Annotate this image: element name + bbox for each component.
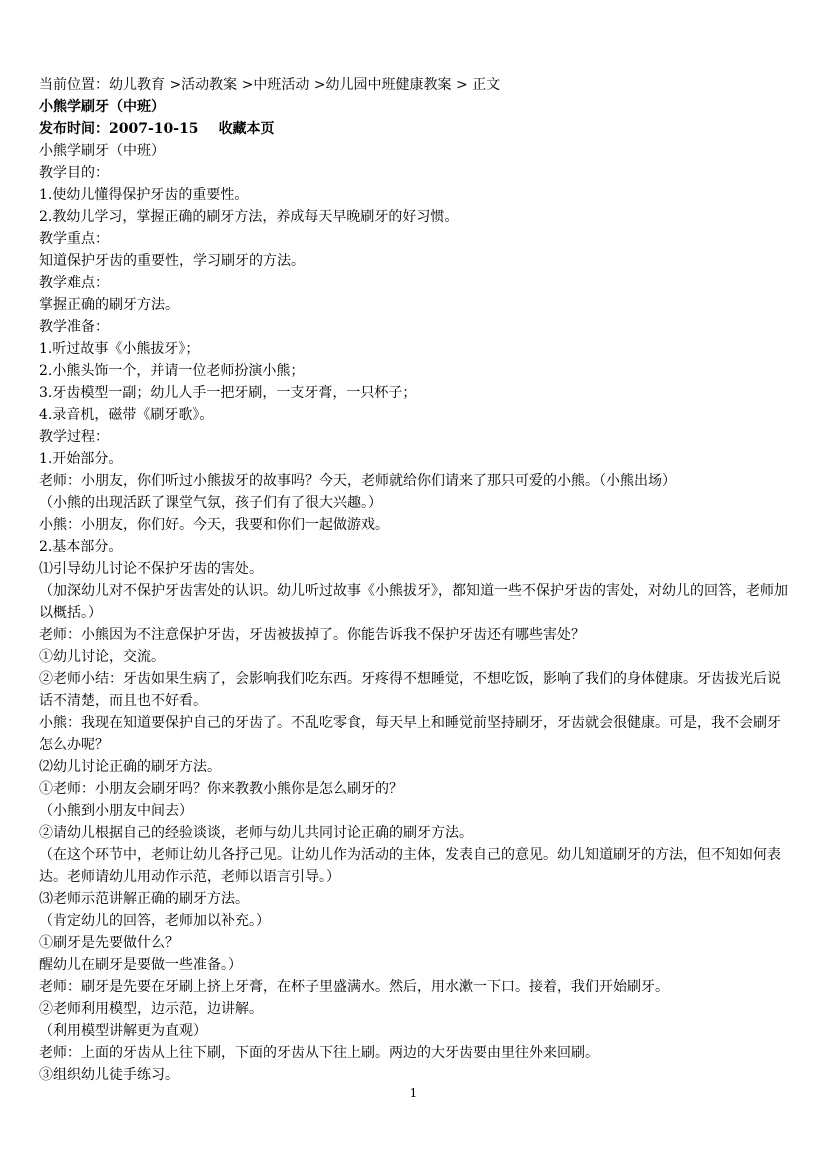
body-line: ⑴引导幼儿讨论不保护牙齿的害处。 [39, 561, 263, 577]
document-page [39, 74, 791, 1086]
body-line: 老师：小朋友，你们听过小熊拔牙的故事吗？今天，老师就给你们请来了那只可爱的小熊。（小熊出场） [39, 473, 676, 489]
body-line: 1.开始部分。 [39, 451, 123, 467]
body-line: ⑵幼儿讨论正确的刷牙方法。 [39, 759, 221, 775]
body-line: （肯定幼儿的回答，老师加以补充。） [39, 913, 270, 929]
body-line: 小熊学刷牙（中班） [39, 143, 165, 159]
body-line: 教学目的： [39, 165, 109, 181]
page-number: 1 [409, 1086, 418, 1100]
body-line: 2.基本部分。 [39, 539, 123, 555]
body-line: 教学准备： [39, 319, 109, 335]
body-line: （加深幼儿对不保护牙齿害处的认识。幼儿听过故事《小熊拔牙》，都知道一些不保护牙齿的害处，对幼儿的回答，老师加以概括。） [39, 583, 788, 621]
body-line: 老师：刷牙是先要在牙刷上挤上牙膏，在杯子里盛满水。然后，用水漱一下口。接着，我们开始刷牙。 [39, 979, 669, 995]
body-line: ①刷牙是先要做什么？ [39, 935, 179, 951]
breadcrumb: 当前位置：幼儿教育 >活动教案 >中班活动 >幼儿园中班健康教案 > 正文 [39, 77, 501, 93]
body-line: ①老师：小朋友会刷牙吗？你来教教小熊你是怎么刷牙的？ [39, 781, 403, 797]
publish-date: 发布时间：2007-10-15 [39, 121, 199, 137]
body-line: 小熊：小朋友，你们好。今天，我要和你们一起做游戏。 [39, 517, 389, 533]
body-line: 小熊：我现在知道要保护自己的牙齿了。不乱吃零食，每天早上和睡觉前坚持刷牙，牙齿就会很健康。可是，我不会刷牙怎么办呢？ [39, 715, 781, 753]
body-line: ②请幼儿根据自己的经验谈谈，老师与幼儿共同讨论正确的刷牙方法。 [39, 825, 473, 841]
body-line: 老师：小熊因为不注意保护牙齿，牙齿被拔掉了。你能告诉我不保护牙齿还有哪些害处？ [39, 627, 585, 643]
body-line: ⑶老师示范讲解正确的刷牙方法。 [39, 891, 249, 907]
body-line: 2.教幼儿学习，掌握正确的刷牙方法，养成每天早晚刷牙的好习惯。 [39, 209, 459, 225]
body-line: 1.使幼儿懂得保护牙齿的重要性。 [39, 187, 249, 203]
body-line: 掌握正确的刷牙方法。 [39, 297, 179, 313]
body-line: ①幼儿讨论，交流。 [39, 649, 165, 665]
body-line: 教学重点： [39, 231, 109, 247]
article-title: 小熊学刷牙（中班） [39, 99, 165, 115]
article-body [39, 140, 791, 1086]
body-line: （利用模型讲解更为直观） [39, 1023, 207, 1039]
body-line: ②老师小结：牙齿如果生病了，会影响我们吃东西。牙疼得不想睡觉，不想吃饭，影响了我们的身体健康。牙齿拔光后说话不清楚，而且也不好看。 [39, 671, 781, 709]
publish-info [39, 118, 791, 140]
body-line: ②老师利用模型，边示范，边讲解。 [39, 1001, 263, 1017]
body-line: 1.听过故事《小熊拔牙》； [39, 341, 200, 357]
body-line: 4.录音机，磁带《刷牙歌》。 [39, 407, 214, 423]
body-line: 教学过程： [39, 429, 109, 445]
body-line: 知道保护牙齿的重要性，学习刷牙的方法。 [39, 253, 305, 269]
body-line: 2.小熊头饰一个，并请一位老师扮演小熊； [39, 363, 305, 379]
body-line: 3.牙齿模型一副；幼儿人手一把牙刷，一支牙膏，一只杯子； [39, 385, 417, 401]
body-line: （小熊的出现活跃了课堂气氛，孩子们有了很大兴趣。） [39, 495, 382, 511]
body-line: 老师：上面的牙齿从上往下刷，下面的牙齿从下往上刷。两边的大牙齿要由里往外来回刷。 [39, 1045, 599, 1061]
body-line: （小熊到小朋友中间去） [39, 803, 193, 819]
body-line: （在这个环节中，老师让幼儿各抒己见。让幼儿作为活动的主体，发表自己的意见。幼儿知道刷牙的方法，但不知如何表达。老师请幼儿用动作示范，老师以语言引导。） [39, 847, 781, 885]
body-line: 醒幼儿在刷牙是要做一些准备。） [39, 957, 242, 973]
body-line: ③组织幼儿徒手练习。 [39, 1067, 179, 1083]
body-line: 教学难点： [39, 275, 109, 291]
bookmark-link[interactable]: 收藏本页 [218, 121, 275, 137]
